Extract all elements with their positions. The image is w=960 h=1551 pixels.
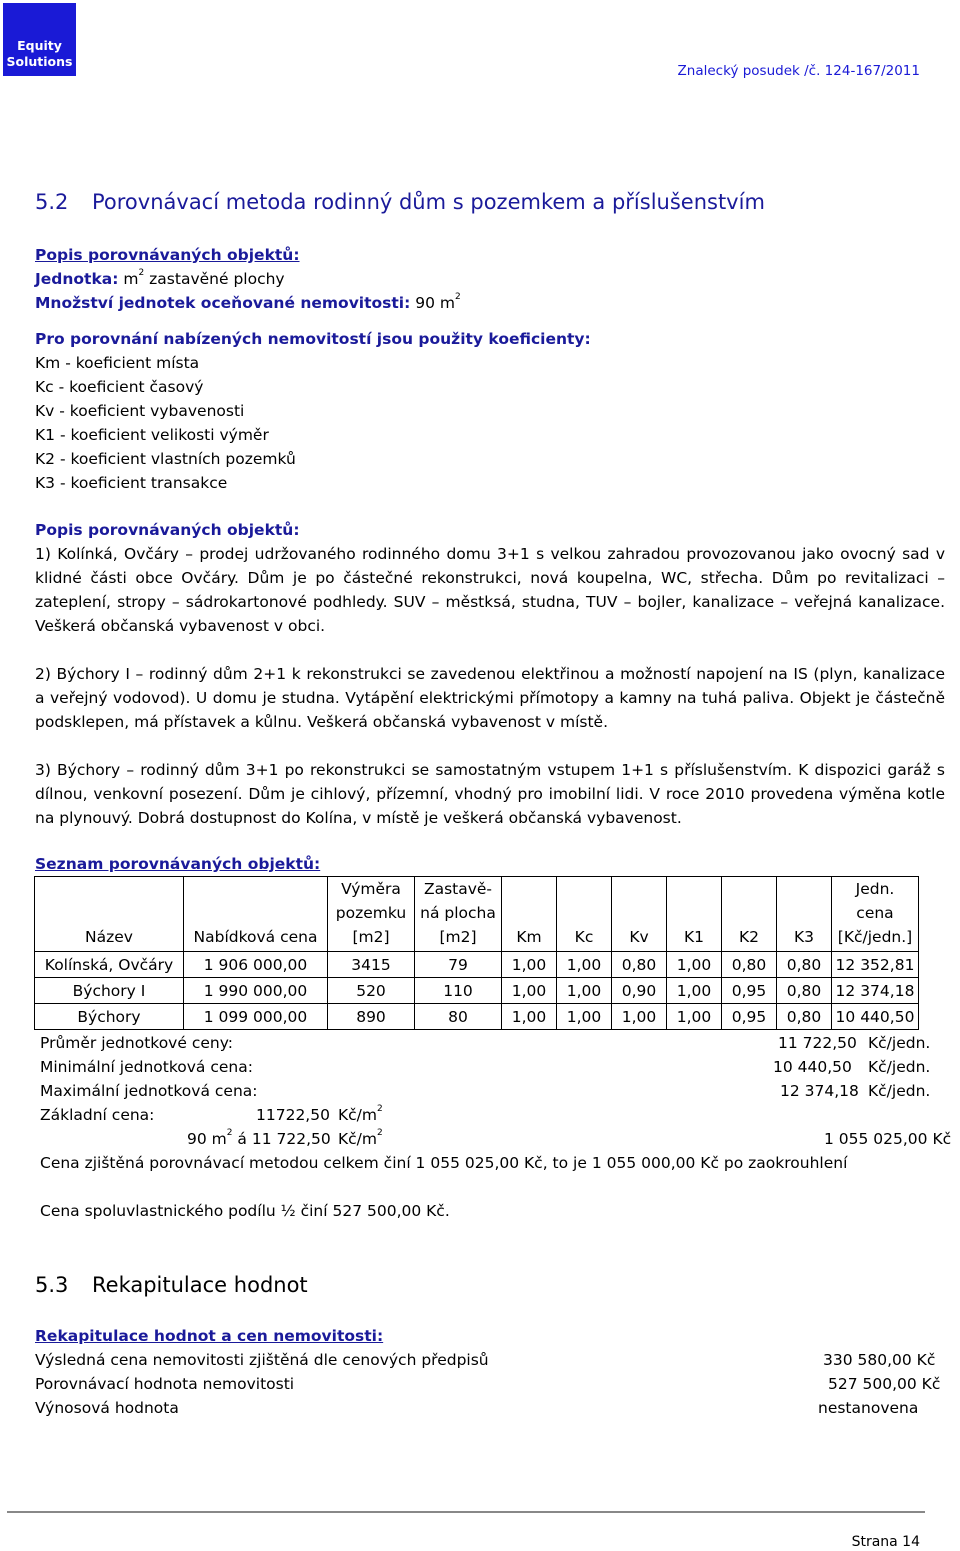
recap-row <box>35 1372 945 1396</box>
col-header-kv: Kv <box>612 877 667 952</box>
cell-vymera: 520 <box>328 978 415 1004</box>
col-header-vymera: Výměra pozemku [m2] <box>328 877 415 952</box>
cell-cena: 1 990 000,00 <box>184 978 328 1004</box>
calc-unit: $Kč/m^2$ <box>338 1128 383 1148</box>
min-label: Minimální jednotková cena: <box>40 1058 253 1076</box>
cell-k3: 0,80 <box>777 978 832 1004</box>
koef-item: K1 - koeficient velikosti výměr <box>35 426 269 444</box>
cell-kv: 0,90 <box>612 978 667 1004</box>
table-header-row <box>35 877 919 952</box>
cell-zastavena: 110 <box>415 978 502 1004</box>
mnozstvi-value: 90 m <box>415 294 456 312</box>
min-unit: Kč/jedn. <box>868 1058 931 1076</box>
section-title: Rekapitulace hodnot <box>92 1273 308 1297</box>
cell-vymera: 3415 <box>328 952 415 978</box>
col-header-k1: K1 <box>667 877 722 952</box>
logo-line-2: Solutions <box>6 54 73 69</box>
min-value: 10 440,50 <box>773 1058 852 1076</box>
recap-row <box>35 1348 945 1372</box>
company-logo <box>3 3 76 76</box>
cell-jedn-cena: 10 440,50 <box>832 1004 919 1030</box>
max-value: 12 374,18 <box>780 1082 859 1100</box>
cell-k1: 1,00 <box>667 952 722 978</box>
jednotka-label: Jednotka: <box>35 270 119 288</box>
col-header-kc: Kc <box>557 877 612 952</box>
recap-value: 330 580,00 Kč <box>823 1351 936 1369</box>
comparison-table <box>34 876 919 1030</box>
page-number: Strana 14 <box>851 1534 920 1550</box>
cell-k1: 1,00 <box>667 978 722 1004</box>
jednotka-line <box>35 267 285 291</box>
jednotka-value: m <box>123 270 139 288</box>
calc-result: 1 055 025,00 Kč <box>824 1130 952 1148</box>
max-unit: Kč/jedn. <box>868 1082 931 1100</box>
popis-heading-2: Popis porovnávaných objektů: <box>35 521 300 539</box>
logo-line-1: Equity <box>17 38 62 53</box>
mnozstvi-label: Množství jednotek oceňované nemovitosti: <box>35 294 411 312</box>
cell-km: 1,00 <box>502 1004 557 1030</box>
section-number: 5.2 <box>35 190 69 214</box>
cell-km: 1,00 <box>502 952 557 978</box>
cell-cena: 1 906 000,00 <box>184 952 328 978</box>
cell-kv: 1,00 <box>612 1004 667 1030</box>
cell-kc: 1,00 <box>557 1004 612 1030</box>
object-description-1: 1) Kolínká, Ovčáry – prodej udržovaného rodinného domu 3+1 s velkou zahradou provozovanou jako ovocný sad v klidné části obce Ovčáry. Dům je po částečné rekonstrukci, nová koupelna, WC, střecha. Dům po revitalizaci – zateplení, stropy – sádrokartonové podhledy. SUV – městksá, studna, TUV – bojler, kanalizace – veřejná kanalizace. Veškerá občanská vybavenost v obci. <box>35 545 945 635</box>
col-header-jedn-cena: Jedn. cena [Kč/jedn.] <box>832 877 919 952</box>
col-header-km: Km <box>502 877 557 952</box>
recap-value: nestanovena <box>818 1399 919 1417</box>
table-row <box>35 1004 919 1030</box>
cell-nazev: Býchory <box>35 1004 184 1030</box>
cell-kc: 1,00 <box>557 952 612 978</box>
koef-item: K2 - koeficient vlastních pozemků <box>35 450 296 468</box>
cena-celkem: Cena zjištěná porovnávací metodou celkem činí 1 055 025,00 Kč, to je 1 055 000,00 Kč po zaokrouhlení <box>40 1154 848 1172</box>
mnozstvi-line <box>35 291 461 315</box>
cell-k3: 0,80 <box>777 952 832 978</box>
seznam-heading: Seznam porovnávaných objektů: <box>35 855 321 873</box>
zakladni-label: Základní cena: <box>40 1106 155 1124</box>
prumer-value: 11 722,50 <box>778 1034 857 1052</box>
koef-item: Kv - koeficient vybavenosti <box>35 402 245 420</box>
recap-row <box>35 1396 945 1420</box>
max-label: Maximální jednotková cena: <box>40 1082 258 1100</box>
cell-zastavena: 80 <box>415 1004 502 1030</box>
popis-heading: Popis porovnávaných objektů: <box>35 246 300 264</box>
koef-item: Km - koeficient místa <box>35 354 200 372</box>
section-title: Porovnávací metoda rodinný dům s pozemkem a příslušenstvím <box>92 190 765 214</box>
recap-value: 527 500,00 Kč <box>828 1375 941 1393</box>
section-5-3-heading <box>35 1273 308 1297</box>
recap-label: Výnosová hodnota <box>35 1399 179 1417</box>
section-5-2-heading <box>35 190 765 214</box>
table-row <box>35 952 919 978</box>
cell-vymera: 890 <box>328 1004 415 1030</box>
cell-kv: 0,80 <box>612 952 667 978</box>
jednotka-sup: 2 <box>138 268 145 278</box>
cell-k2: 0,95 <box>722 1004 777 1030</box>
object-description-2: 2) Býchory I – rodinný dům 2+1 k rekonstrukci se zavedenou elektřinou a možností napojení na IS (plyn, kanalizace a veřejný vodovod). U domu je studna. Vytápění elektrickými přímotopy a kamny na tuhá paliva. Objekt je částečně podsklepen, má přístavek a kůlnu. Veškerá občanská vybavenost v místě. <box>35 665 945 731</box>
koef-item: K3 - koeficient transakce <box>35 474 228 492</box>
table-row <box>35 978 919 1004</box>
cell-k3: 0,80 <box>777 1004 832 1030</box>
prumer-unit: Kč/jedn. <box>868 1034 931 1052</box>
cell-k1: 1,00 <box>667 1004 722 1030</box>
col-header-nazev: Název <box>35 877 184 952</box>
cell-zastavena: 79 <box>415 952 502 978</box>
cell-jedn-cena: 12 352,81 <box>832 952 919 978</box>
koeficienty-heading: Pro porovnání nabízených nemovitostí jsou použity koeficienty: <box>35 330 591 348</box>
col-header-k3: K3 <box>777 877 832 952</box>
col-header-cena: Nabídková cena <box>184 877 328 952</box>
calc-area: 90 $m^2$ á 11 722,50 <box>187 1128 331 1148</box>
prumer-label: Průměr jednotkové ceny: <box>40 1034 233 1052</box>
koeficienty-list <box>35 351 296 495</box>
cell-nazev: Kolínská, Ovčáry <box>35 952 184 978</box>
cell-k2: 0,80 <box>722 952 777 978</box>
spoluvlastnicky-podil: Cena spoluvlastnického podílu ½ činí 527 500,00 Kč. <box>40 1202 450 1220</box>
recap-label: Porovnávací hodnota nemovitosti <box>35 1375 295 1393</box>
object-description-3: 3) Býchory – rodinný dům 3+1 po rekonstrukci se samostatným vstupem 1+1 s příslušenstvím. K dispozici garáž s dílnou, venkovní posezení. Dům je cihlový, přízemní, vhodný pro imobilní lidi. V roce 2010 provedena výměna kotle na plynouvý. Dobrá dostupnost do Kolína, v místě je veškerá občanská vybavenost. <box>35 761 945 827</box>
cell-km: 1,00 <box>502 978 557 1004</box>
cell-cena: 1 099 000,00 <box>184 1004 328 1030</box>
cell-nazev: Býchory I <box>35 978 184 1004</box>
cell-kc: 1,00 <box>557 978 612 1004</box>
cell-k2: 0,95 <box>722 978 777 1004</box>
zakladni-unit: $Kč/m^2$ <box>338 1104 383 1124</box>
col-header-k2: K2 <box>722 877 777 952</box>
jednotka-suffix: zastavěné plochy <box>149 270 285 288</box>
mnozstvi-sup: 2 <box>455 292 461 302</box>
recap-label: Výsledná cena nemovitosti zjištěná dle cenových předpisů <box>35 1351 489 1369</box>
col-header-zastavena: Zastavě- ná plocha [m2] <box>415 877 502 952</box>
zakladni-value: 11722,50 <box>256 1106 330 1124</box>
cell-jedn-cena: 12 374,18 <box>832 978 919 1004</box>
section-number: 5.3 <box>35 1273 69 1297</box>
rekapitulace-heading: Rekapitulace hodnot a cen nemovitosti: <box>35 1327 384 1345</box>
footer-divider <box>7 1511 925 1513</box>
document-reference: Znalecký posudek /č. 124-167/2011 <box>677 63 920 79</box>
koef-item: Kc - koeficient časový <box>35 378 204 396</box>
